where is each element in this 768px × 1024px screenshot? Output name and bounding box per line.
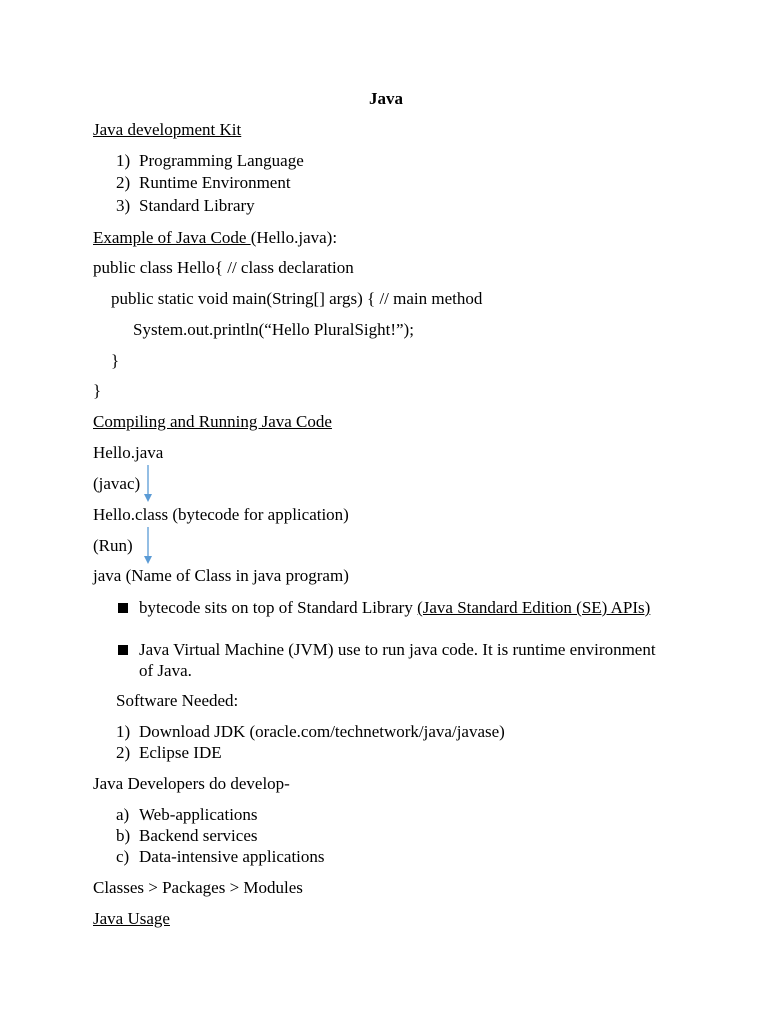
list-item [116,846,325,867]
bullet-text: Java Virtual Machine (JVM) use to run java code. It is runtime environment of Java. [139,640,656,680]
list-marker: 3) [116,196,131,215]
list-item-text: Data-intensive applications [139,847,325,866]
down-arrow-icon [142,465,154,503]
compile-step: (Run) [93,536,133,555]
code-line: } [93,381,102,400]
list-marker: 1) [116,722,131,741]
list-item [116,721,505,742]
square-bullet-icon [118,645,128,655]
list-item [116,172,291,193]
list-item-text: Eclipse IDE [139,743,222,762]
hierarchy-line: Classes > Packages > Modules [93,878,303,897]
down-arrow-icon [142,527,154,565]
list-item-text: Web-applications [139,805,258,824]
example-heading [93,227,337,248]
bullet-item [116,597,656,618]
bullet-item [116,639,656,681]
list-item [116,825,257,846]
page-title: Java [369,89,403,108]
list-item [116,150,304,171]
compile-step: (javac) [93,474,141,493]
list-item [116,804,258,825]
compile-step: Hello.java [93,443,164,462]
code-line: public class Hello{ // class declaration [93,258,354,277]
compile-step: Hello.class (bytecode for application) [93,505,349,524]
list-item [116,195,255,216]
square-bullet-icon [118,603,128,613]
list-item-text: Programming Language [139,151,304,170]
list-marker: 2) [116,173,131,192]
list-item-text: Standard Library [139,196,255,215]
list-item [116,742,222,763]
list-item-text: Runtime Environment [139,173,291,192]
code-line: System.out.println(“Hello PluralSight!”); [133,320,414,339]
code-line: } [111,351,120,370]
bullet-text: bytecode sits on top of Standard Library [139,598,418,617]
list-marker: a) [116,805,130,824]
list-marker: 2) [116,743,131,762]
list-marker: b) [116,826,131,845]
compile-heading: Compiling and Running Java Code [93,412,332,431]
list-item-text: Download JDK (oracle.com/technetwork/java/javase) [139,722,505,741]
jdk-heading: Java development Kit [93,120,242,139]
usage-heading: Java Usage [93,909,170,928]
develop-heading: Java Developers do develop- [93,774,290,793]
software-heading: Software Needed: [116,691,239,710]
list-marker: 1) [116,151,131,170]
list-marker: c) [116,847,130,866]
code-line: public static void main(String[] args) { // main method [111,289,483,308]
compile-step: java (Name of Class in java program) [93,566,349,585]
list-item-text: Backend services [139,826,258,845]
example-heading-rest: (Hello.java): [250,228,338,247]
example-heading-underlined: Example of Java Code [93,228,251,247]
se-apis-link: (Java Standard Edition (SE) APIs) [417,598,651,617]
